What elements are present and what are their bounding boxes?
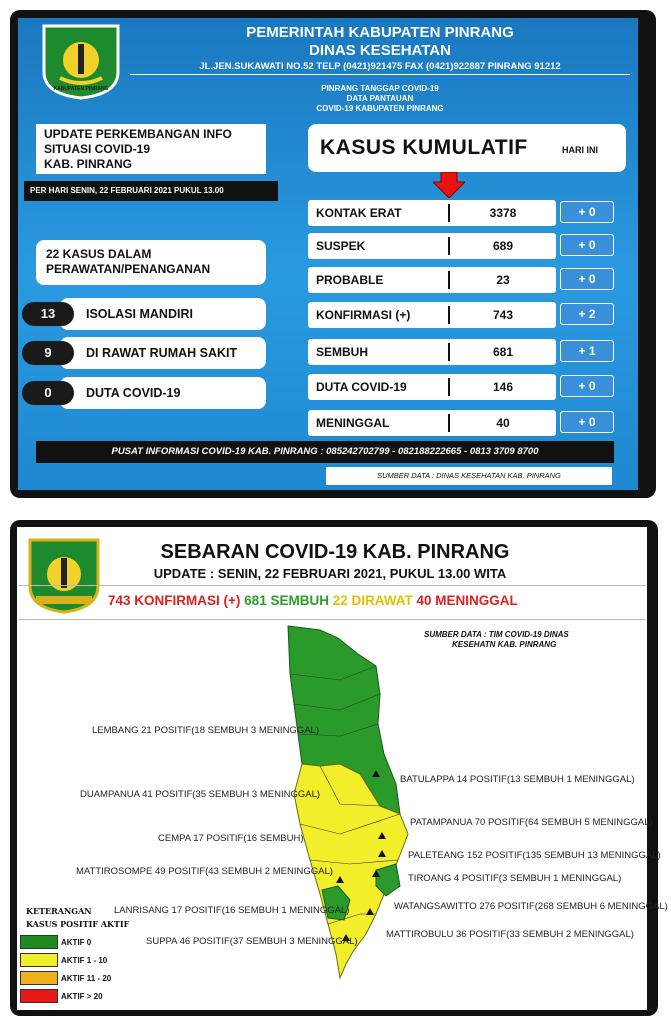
legend-swatch-yellow (20, 953, 58, 967)
map-stats (108, 593, 628, 608)
kumulatif-row-delta: + 0 (560, 268, 614, 290)
label-cempa: CEMPA 17 POSITIF(16 SEMBUH) (158, 833, 304, 844)
kumulatif-box (308, 124, 626, 172)
perawatan-line2: PERAWATAN/PENANGANAN (46, 262, 211, 276)
map-divider (18, 585, 646, 586)
hotline-bar: PUSAT INFORMASI COVID-19 KAB. PINRANG : 085242702799 - 082188222665 - 0813 3709 8700 (36, 441, 614, 463)
kumulatif-row-delta: + 2 (560, 303, 614, 325)
row-separator (448, 414, 450, 432)
kumulatif-row (308, 267, 556, 293)
map-source2: KESEHATN KAB. PINRANG (452, 640, 557, 649)
date-bar: PER HARI SENIN, 22 FEBRUARI 2021 PUKUL 13.00 (24, 181, 278, 201)
label-duampanua: DUAMPANUA 41 POSITIF(35 SEMBUH 3 MENINGGAL) (80, 789, 321, 800)
legend-item-aktif20plus (20, 989, 103, 1003)
legend-item-aktif0 (20, 935, 91, 949)
kumulatif-row-label: SEMBUH (316, 345, 369, 359)
kumulatif-row (308, 233, 556, 259)
kumulatif-row-label: KONFIRMASI (+) (316, 308, 411, 322)
kumulatif-row-value: 681 (492, 345, 514, 359)
stat-dirawat: 22 DIRAWAT (332, 593, 413, 608)
kumulatif-row-delta: + 0 (560, 411, 614, 433)
kumulatif-row-value: 689 (492, 239, 514, 253)
kumulatif-row (308, 339, 556, 365)
legend-swatch-orange (20, 971, 58, 985)
kumulatif-row (308, 200, 556, 226)
header-divider (130, 74, 630, 75)
legend-swatch-red (20, 989, 58, 1003)
legend-label: AKTIF 0 (61, 937, 92, 947)
legend-item-aktif11-20 (20, 971, 111, 985)
perawatan-box (36, 240, 266, 285)
kumulatif-row-delta: + 0 (560, 375, 614, 397)
label-lanrisang: LANRISANG 17 POSITIF(16 SEMBUH 1 MENINGGAL) (114, 905, 350, 916)
kumulatif-row-label: PROBABLE (316, 273, 384, 287)
header-line2: DINAS KESEHATAN (309, 42, 451, 59)
kumulatif-row-label: SUSPEK (316, 239, 366, 253)
legend-label: AKTIF > 20 (61, 991, 103, 1001)
pinrang-map (280, 624, 420, 980)
label-batulappa: BATULAPPA 14 POSITIF(13 SEMBUH 1 MENINGGAL) (400, 774, 635, 785)
stat-meninggal: 40 MENINGGAL (416, 593, 518, 608)
kumulatif-row-value: 743 (492, 308, 514, 322)
row-separator (448, 306, 450, 324)
map-title: SEBARAN COVID-19 KAB. PINRANG (160, 541, 510, 563)
label-patampanua: PATAMPANUA 70 POSITIF(64 SEMBUH 5 MENINGGAL) (410, 817, 653, 828)
down-arrow-icon (433, 172, 465, 203)
header-address: JL.JEN.SUKAWATI NO.52 TELP (0421)921475 FAX (0421)922887 PINRANG 91212 (199, 61, 561, 72)
source-box: SUMBER DATA : DINAS KESEHATAN KAB. PINRANG (326, 467, 612, 485)
kumulatif-row-label: KONTAK ERAT (316, 206, 402, 220)
kumulatif-row-value: 3378 (489, 206, 517, 220)
label-paleteang: PALETEANG 152 POSITIF(135 SEMBUH 13 MENINGGAL) (408, 850, 661, 861)
update-line2: SITUASI COVID-19 (44, 142, 151, 156)
legend-title1: KETERANGAN (26, 906, 92, 916)
kumulatif-row (308, 374, 556, 400)
stat-sembuh: 681 SEMBUH (244, 593, 329, 608)
care-count-rs: 9 (22, 341, 74, 365)
map-source1: SUMBER DATA : TIM COVID-19 DINAS (424, 630, 569, 639)
update-line1: UPDATE PERKEMBANGAN INFO (44, 127, 232, 141)
kumulatif-row-delta: + 0 (560, 234, 614, 256)
kumulatif-title: KASUS KUMULATIF (320, 136, 528, 159)
legend-title2: KASUS POSITIF AKTIF (26, 919, 130, 929)
update-box (36, 124, 266, 174)
logo-caption: KABUPATEN PINRANG (53, 86, 109, 92)
kumulatif-row (308, 302, 556, 328)
map-divider2 (18, 619, 646, 620)
kumulatif-row-value: 23 (496, 273, 510, 287)
label-mattirobulu: MATTIROBULU 36 POSITIF(33 SEMBUH 2 MENINGGAL) (386, 929, 634, 940)
care-count-duta: 0 (22, 381, 74, 405)
hari-ini-label: HARI INI (562, 145, 598, 155)
label-mattirosompe: MATTIROSOMPE 49 POSITIF(43 SEMBUH 2 MENINGGAL) (76, 866, 333, 877)
stat-konfirmasi: 743 KONFIRMASI (+) (108, 593, 241, 608)
care-label-isolasi: ISOLASI MANDIRI (86, 307, 193, 321)
row-separator (448, 378, 450, 396)
care-count-isolasi: 13 (22, 302, 74, 326)
kumulatif-row-delta: + 1 (560, 340, 614, 362)
care-label-rs: DI RAWAT RUMAH SAKIT (86, 346, 238, 360)
row-separator (448, 204, 450, 222)
label-watangsawitto: WATANGSAWITTO 276 POSITIF(268 SEMBUH 6 MENINGGAL) (394, 901, 668, 912)
row-separator (448, 271, 450, 289)
kumulatif-row-value: 146 (492, 380, 514, 394)
legend-swatch-green (20, 935, 58, 949)
label-lembang: LEMBANG 21 POSITIF(18 SEMBUH 3 MENINGGAL) (92, 725, 319, 736)
legend-label: AKTIF 11 - 20 (61, 973, 112, 983)
label-tiroang: TIROANG 4 POSITIF(3 SEMBUH 1 MENINGGAL) (408, 873, 622, 884)
care-label-duta: DUTA COVID-19 (86, 386, 181, 400)
kumulatif-row-label: DUTA COVID-19 (316, 380, 407, 394)
row-separator (448, 343, 450, 361)
kumulatif-row-value: 40 (496, 416, 510, 430)
kumulatif-row-label: MENINGGAL (316, 416, 390, 430)
header-sub2: DATA PANTAUAN (346, 94, 414, 103)
update-line3: KAB. PINRANG (44, 157, 133, 171)
legend-label: AKTIF 1 - 10 (61, 955, 108, 965)
perawatan-line1: 22 KASUS DALAM (46, 247, 152, 261)
map-logo (26, 534, 102, 614)
header-sub3: COVID-19 KABUPATEN PINRANG (316, 104, 444, 113)
kumulatif-row (308, 410, 556, 436)
legend-item-aktif1-10 (20, 953, 107, 967)
kumulatif-row-delta: + 0 (560, 201, 614, 223)
header-line1: PEMERINTAH KABUPATEN PINRANG (246, 24, 514, 41)
map-update: UPDATE : SENIN, 22 FEBRUARI 2021, PUKUL 13.00 WITA (153, 566, 507, 581)
label-suppa: SUPPA 46 POSITIF(37 SEMBUH 3 MENINGGAL) (146, 936, 358, 947)
row-separator (448, 237, 450, 255)
header-sub1: PINRANG TANGGAP COVID-19 (321, 84, 439, 93)
